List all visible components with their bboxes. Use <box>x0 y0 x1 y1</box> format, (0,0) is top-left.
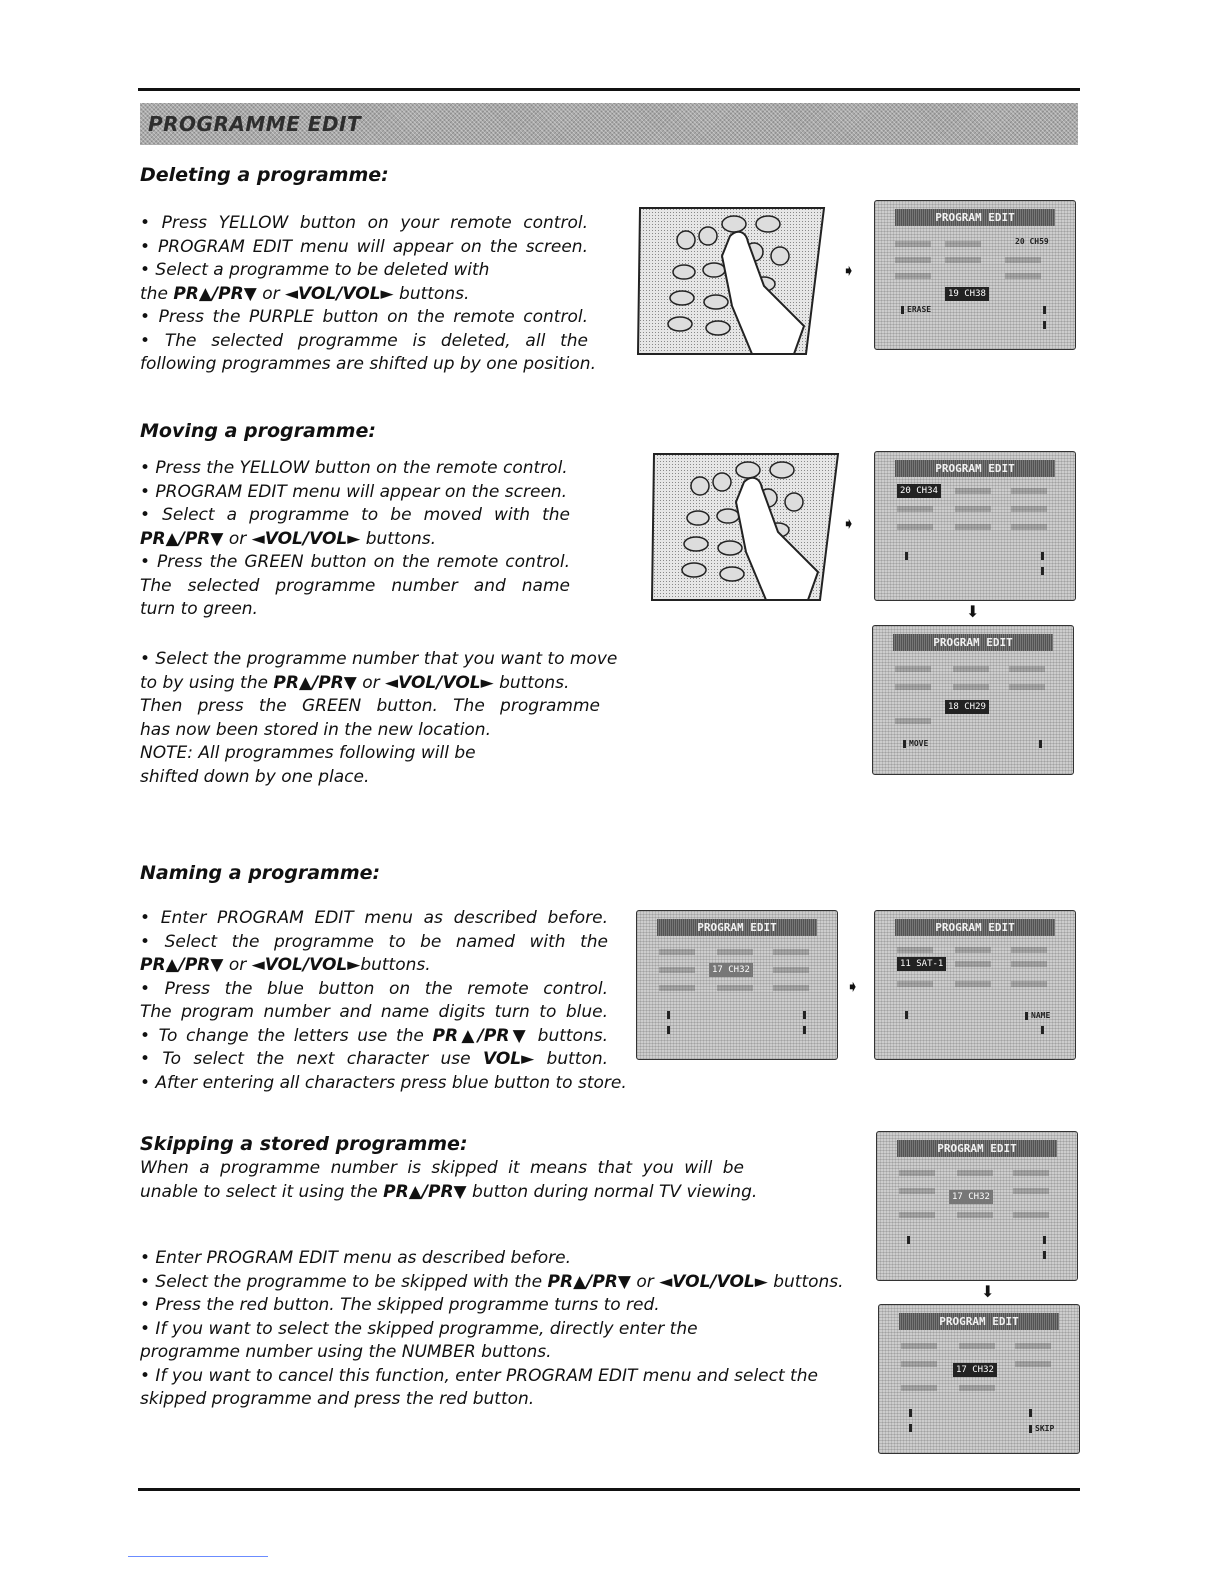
screen-row <box>717 985 753 991</box>
text-fragment: buttons. <box>365 528 437 549</box>
screen-row <box>901 1343 937 1349</box>
footer-link-underline <box>128 1556 268 1557</box>
color-key-icon <box>905 552 908 560</box>
screen-row <box>1013 1188 1049 1194</box>
deleting-line: • PROGRAM EDIT menu will appear on the screen. <box>140 236 588 257</box>
skipping-line: • If you want to cancel this function, enter PROGRAM EDIT menu and select the <box>140 1365 818 1386</box>
pr-buttons-label: PR▲/PR▼ <box>383 1181 467 1202</box>
screen-row <box>897 947 933 953</box>
naming-line <box>140 1048 608 1072</box>
screen-row <box>955 961 991 967</box>
moving-line: has now been stored in the new location. <box>140 719 491 740</box>
screen-row <box>1011 961 1047 967</box>
screen-row <box>955 947 991 953</box>
remote-button <box>704 295 728 309</box>
color-key-icon <box>803 1026 806 1034</box>
screen-row <box>897 524 933 530</box>
text-fragment: button during normal TV viewing. <box>472 1181 758 1202</box>
bottom-rule <box>138 1488 1080 1491</box>
screen-row <box>659 985 695 991</box>
moving-line: • Press the GREEN button on the remote control. <box>140 552 570 572</box>
skipping-line: • If you want to select the skipped programme, directly enter the <box>140 1318 698 1339</box>
moving-line: • Press the YELLOW button on the remote control. <box>140 458 568 478</box>
color-key-icon <box>1025 1012 1028 1020</box>
vol-buttons-label: ◄VOL/VOL► <box>251 955 361 975</box>
screen-row <box>1005 273 1041 279</box>
screen-row <box>895 273 931 279</box>
arrow-right-icon: ➧ <box>846 977 860 996</box>
color-key-icon <box>1043 321 1046 329</box>
screen-title: PROGRAM EDIT <box>895 460 1055 477</box>
tv-screen-move-select <box>874 451 1076 601</box>
screen-row <box>1011 506 1047 512</box>
screen-cell-top: 20 CH59 <box>1015 237 1049 246</box>
color-key-icon <box>803 1011 806 1019</box>
screen-row <box>955 981 991 987</box>
deleting-line: following programmes are shifted up by one position. <box>140 354 596 374</box>
pr-buttons-label: PR▲/PR▼ <box>432 1025 529 1046</box>
remote-button <box>785 493 803 511</box>
screen-row <box>955 524 991 530</box>
screen-label: ERASE <box>907 305 932 314</box>
remote-button <box>770 462 794 478</box>
tv-screen-delete <box>874 200 1076 350</box>
deleting-line: • Select a programme to be deleted with <box>140 260 490 280</box>
pr-buttons-label: PR▲/PR▼ <box>140 528 224 549</box>
vol-buttons-label: ◄VOL/VOL► <box>251 528 361 549</box>
screen-row <box>1015 1361 1051 1367</box>
screen-row <box>959 1343 995 1349</box>
skipping-heading: Skipping a stored programme: <box>140 1133 468 1155</box>
tv-screen-name-select <box>636 910 838 1060</box>
moving-line: • Select the programme number that you want to move <box>140 649 618 669</box>
naming-line: • Press the blue button on the remote control. <box>140 978 608 999</box>
pr-buttons-label: PR▲/PR▼ <box>273 672 357 693</box>
screen-row <box>901 1385 937 1391</box>
remote-button <box>682 563 706 577</box>
pr-buttons-label: PR▲/PR▼ <box>140 955 224 975</box>
text-fragment: buttons. <box>399 283 470 304</box>
color-key-icon <box>667 1026 670 1034</box>
screen-row <box>1009 666 1045 672</box>
screen-row <box>1011 488 1047 494</box>
color-key-icon <box>1041 552 1044 560</box>
deleting-text <box>140 212 596 377</box>
moving-line: • Select a programme to be moved with the <box>140 505 570 525</box>
screen-row <box>899 1212 935 1218</box>
screen-row <box>897 981 933 987</box>
tv-screen-skip-select <box>876 1131 1078 1281</box>
color-key-icon <box>907 1236 910 1244</box>
remote-button <box>668 317 692 331</box>
text-fragment: or <box>362 672 380 693</box>
selected-programme: 18 CH29 <box>945 700 989 714</box>
screen-row <box>659 967 695 973</box>
moving-line: Then press the GREEN button. The programme <box>140 696 600 716</box>
moving-text <box>140 457 570 622</box>
color-key-icon <box>909 1409 912 1417</box>
moving-line: NOTE: All programmes following will be <box>140 743 476 763</box>
screen-row <box>773 967 809 973</box>
selected-programme: 17 CH32 <box>709 963 753 977</box>
naming-line <box>140 954 608 978</box>
moving-line: turn to green. <box>140 599 258 619</box>
screen-title: PROGRAM EDIT <box>895 919 1055 936</box>
screen-row <box>945 241 981 247</box>
color-key-icon <box>1043 1251 1046 1259</box>
vol-buttons-label: ◄VOL/VOL► <box>284 283 394 304</box>
remote-button <box>771 247 789 265</box>
arrow-right-icon: ➧ <box>842 514 856 533</box>
skipping-intro <box>140 1157 758 1204</box>
moving-line: • PROGRAM EDIT menu will appear on the screen. <box>140 481 568 502</box>
deleting-line: • The selected programme is deleted, all the <box>140 330 588 351</box>
screen-row <box>659 949 695 955</box>
text-fragment: to by using the <box>140 672 268 693</box>
remote-button <box>677 231 695 249</box>
screen-row <box>895 684 931 690</box>
color-key-icon <box>1041 1026 1044 1034</box>
selected-programme: 17 CH32 <box>949 1190 993 1204</box>
text-fragment: or <box>228 528 247 549</box>
selected-programme: 20 CH34 <box>897 484 941 498</box>
color-key-icon <box>1039 740 1042 748</box>
screen-row <box>1011 524 1047 530</box>
selected-programme: 17 CH32 <box>953 1363 997 1377</box>
skipping-line: programme number using the NUMBER buttons. <box>140 1342 552 1362</box>
moving-heading: Moving a programme: <box>140 420 376 442</box>
screen-label: NAME <box>1031 1011 1051 1020</box>
screen-label: MOVE <box>909 739 929 748</box>
text-fragment: • To change the letters use the <box>140 1025 424 1046</box>
text-fragment: • Select the programme to be skipped with the <box>140 1271 543 1292</box>
tv-screen-move-target <box>872 625 1074 775</box>
skipping-line: • Enter PROGRAM EDIT menu as described before. <box>140 1248 571 1268</box>
remote-button <box>718 541 742 555</box>
remote-control-illustration <box>648 452 844 602</box>
vol-buttons-label: ◄VOL/VOL► <box>385 672 494 693</box>
screen-title: PROGRAM EDIT <box>893 634 1053 651</box>
remote-button <box>720 567 744 581</box>
skipping-line: When a programme number is skipped it means that you will be <box>140 1158 744 1178</box>
color-key-icon <box>903 740 906 748</box>
skipping-line: skipped programme and press the red button. <box>140 1389 535 1409</box>
text-fragment: or <box>262 283 280 304</box>
remote-button <box>699 227 717 245</box>
screen-row <box>1015 1343 1051 1349</box>
screen-row <box>899 1170 935 1176</box>
color-key-icon <box>1029 1409 1032 1417</box>
screen-row <box>895 666 931 672</box>
screen-row <box>1009 684 1045 690</box>
tv-screen-skip-result <box>878 1304 1080 1454</box>
color-key-icon <box>901 306 904 314</box>
screen-label: SKIP <box>1035 1424 1055 1433</box>
remote-control-illustration <box>634 206 830 356</box>
moving-line <box>140 672 600 696</box>
section-banner <box>140 103 1078 145</box>
screen-row <box>899 1188 935 1194</box>
pr-buttons-label: PR▲/PR▼ <box>547 1271 631 1292</box>
arrow-right-icon: ➧ <box>842 261 856 280</box>
naming-line: • Enter PROGRAM EDIT menu as described before. <box>140 908 608 928</box>
screen-row <box>945 257 981 263</box>
screen-row <box>895 241 931 247</box>
text-fragment: buttons. <box>499 672 570 693</box>
screen-row <box>957 1170 993 1176</box>
screen-row <box>955 488 991 494</box>
screen-title: PROGRAM EDIT <box>895 209 1055 226</box>
text-fragment: unable to select it using the <box>140 1181 378 1202</box>
screen-title: PROGRAM EDIT <box>657 919 817 936</box>
remote-button <box>756 216 780 232</box>
screen-row <box>1013 1170 1049 1176</box>
remote-button <box>713 473 731 491</box>
screen-row <box>957 1212 993 1218</box>
arrow-down-icon: ⬇ <box>981 1282 995 1301</box>
text-fragment: • To select the next character use <box>140 1049 471 1069</box>
color-key-icon <box>1043 306 1046 314</box>
text-fragment: or <box>228 955 247 975</box>
selected-programme: 19 CH38 <box>945 287 989 301</box>
color-key-icon <box>1041 567 1044 575</box>
remote-button <box>673 265 695 279</box>
skipping-line: • Press the red button. The skipped programme turns to red. <box>140 1295 660 1315</box>
screen-row <box>959 1385 995 1391</box>
tv-screen-name-edit <box>874 910 1076 1060</box>
screen-row <box>901 1361 937 1367</box>
remote-button <box>706 321 730 335</box>
naming-line: The program number and name digits turn to blue. <box>140 1002 608 1022</box>
screen-row <box>717 949 753 955</box>
screen-row <box>897 506 933 512</box>
screen-row <box>953 684 989 690</box>
moving-line <box>140 528 570 552</box>
remote-button <box>703 263 725 277</box>
remote-button <box>687 511 709 525</box>
screen-title: PROGRAM EDIT <box>897 1140 1057 1157</box>
text-fragment: buttons. <box>537 1025 608 1046</box>
remote-button <box>691 477 709 495</box>
moving-line: shifted down by one place. <box>140 766 370 787</box>
deleting-heading: Deleting a programme: <box>140 164 389 186</box>
skipping-text <box>140 1247 844 1412</box>
screen-title: PROGRAM EDIT <box>899 1313 1059 1330</box>
text-fragment: the <box>140 283 168 304</box>
color-key-icon <box>667 1011 670 1019</box>
color-key-icon <box>909 1424 912 1432</box>
remote-button <box>684 537 708 551</box>
naming-text <box>140 907 627 1095</box>
deleting-line <box>140 283 588 307</box>
screen-row <box>773 985 809 991</box>
text-fragment: or <box>636 1271 654 1292</box>
screen-row <box>1013 1212 1049 1218</box>
skipping-line <box>140 1181 758 1205</box>
screen-row <box>953 666 989 672</box>
remote-button <box>722 216 746 232</box>
color-key-icon <box>1043 1236 1046 1244</box>
screen-row <box>1011 981 1047 987</box>
screen-row <box>895 718 931 724</box>
vol-right-label: VOL► <box>482 1049 535 1069</box>
top-rule <box>138 88 1080 91</box>
text-fragment: buttons. <box>360 955 431 975</box>
moving-text-2 <box>140 648 618 789</box>
vol-buttons-label: ◄VOL/VOL► <box>659 1271 768 1292</box>
skipping-line <box>140 1271 844 1295</box>
naming-heading: Naming a programme: <box>140 862 381 884</box>
color-key-icon <box>905 1011 908 1019</box>
remote-button <box>736 462 760 478</box>
arrow-down-icon: ⬇ <box>966 602 980 621</box>
section-title: PROGRAMME EDIT <box>148 112 362 136</box>
text-fragment: button. <box>546 1049 609 1069</box>
naming-line <box>140 1025 608 1049</box>
text-fragment: buttons. <box>773 1271 844 1292</box>
selected-programme: 11 SAT-1 <box>897 957 946 971</box>
screen-row <box>955 506 991 512</box>
naming-line: • Select the programme to be named with the <box>140 931 608 952</box>
remote-button <box>670 291 694 305</box>
screen-row <box>1011 947 1047 953</box>
screen-row <box>773 949 809 955</box>
naming-line: • After entering all characters press blue button to store. <box>140 1072 627 1093</box>
screen-row <box>895 257 931 263</box>
remote-button <box>717 509 739 523</box>
deleting-line: • Press YELLOW button on your remote control. <box>140 213 588 233</box>
screen-row <box>1005 257 1041 263</box>
moving-line: The selected programme number and name <box>140 575 570 596</box>
deleting-line: • Press the PURPLE button on the remote control. <box>140 307 588 327</box>
color-key-icon <box>1029 1425 1032 1433</box>
pr-buttons-label: PR▲/PR▼ <box>173 283 257 304</box>
